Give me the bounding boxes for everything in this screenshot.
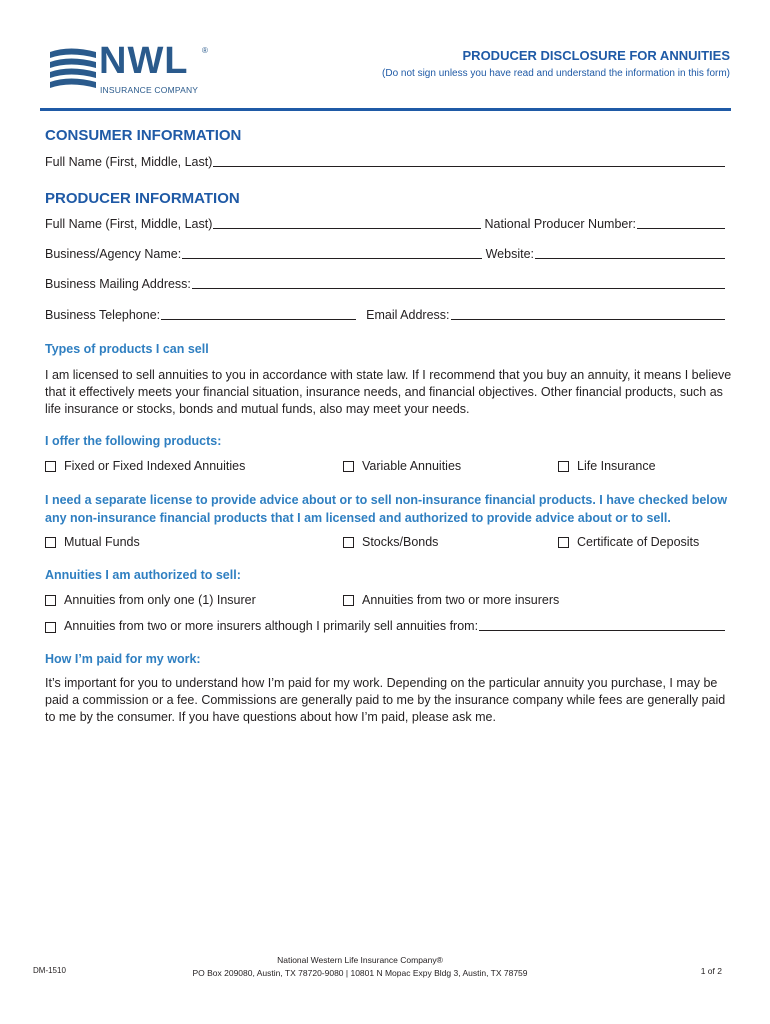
telephone-field[interactable]: [161, 307, 356, 320]
footer-company-name: National Western Life Insurance Company®: [277, 955, 443, 965]
checkbox-square[interactable]: [558, 537, 569, 548]
checkbox-certificate-deposits[interactable]: [558, 535, 699, 549]
checkbox-square[interactable]: [343, 595, 354, 606]
checkbox-life-insurance[interactable]: [558, 459, 656, 473]
document-title: PRODUCER DISCLOSURE FOR ANNUITIES: [462, 48, 730, 63]
logo-text: NWL: [99, 40, 189, 82]
consumer-info-heading: CONSUMER INFORMATION: [45, 127, 242, 144]
offer-heading: I offer the following products:: [45, 434, 222, 448]
checkbox-two-or-more-insurers[interactable]: [343, 593, 559, 607]
checkbox-square[interactable]: [558, 461, 569, 472]
agency-name-label: Business/Agency Name:: [45, 247, 182, 261]
license-paragraph: I need a separate license to provide advice about or to sell non-insurance financial products. I have checked below any non-insurance financial products that I am licensed and authorized to provide advice about or to sell.: [45, 493, 728, 525]
consumer-full-name-label: Full Name (First, Middle, Last): [45, 155, 213, 169]
checkbox-label: Certificate of Deposits: [577, 535, 700, 549]
phone-email-row: [45, 307, 729, 322]
paid-heading: How I’m paid for my work:: [45, 652, 201, 666]
paid-paragraph: It’s important for you to understand how I’m paid for my work. Depending on the particular annuity you purchase, I may be paid a commission or a fee. Commissions are generally paid to me by the insurance company while fees are generally paid to me by the consumer. If you have questions about how I’m paid, please ask me.: [45, 676, 726, 724]
checkbox-stocks-bonds[interactable]: [343, 535, 438, 549]
primary-insurer-row: [45, 618, 729, 633]
website-field[interactable]: [535, 246, 725, 259]
products-heading: Types of products I can sell: [45, 342, 209, 356]
producer-full-name-label: Full Name (First, Middle, Last): [45, 217, 213, 231]
agency-row: [45, 246, 729, 261]
checkbox-mutual-funds[interactable]: [45, 535, 140, 549]
website-label: Website:: [485, 247, 534, 261]
email-field[interactable]: [451, 307, 725, 320]
checkbox-square[interactable]: [45, 537, 56, 548]
checkbox-label: Variable Annuities: [362, 459, 462, 473]
mailing-row: [45, 276, 729, 291]
checkbox-square[interactable]: [45, 461, 56, 472]
email-label: Email Address:: [366, 308, 450, 322]
checkbox-label: Annuities from two or more insurers: [362, 593, 560, 607]
producer-full-name-field[interactable]: [213, 216, 480, 229]
header-divider: [40, 108, 731, 111]
logo-subtitle: INSURANCE COMPANY: [100, 85, 199, 95]
consumer-full-name-row: [45, 154, 729, 169]
producer-info-heading: PRODUCER INFORMATION: [45, 190, 240, 207]
checkbox-primary-insurer[interactable]: [45, 622, 56, 633]
logo-registered-mark: ®: [202, 46, 208, 55]
checkbox-variable-annuities[interactable]: [343, 459, 461, 473]
form-id: DM-1510: [33, 966, 66, 975]
primary-insurer-field[interactable]: [479, 618, 725, 631]
checkbox-square[interactable]: [343, 461, 354, 472]
page-number: 1 of 2: [700, 966, 722, 976]
checkbox-label: Annuities from two or more insurers although I primarily sell annuities from:: [64, 619, 479, 633]
checkbox-label: Fixed or Fixed Indexed Annuities: [64, 459, 246, 473]
checkbox-fixed-annuities[interactable]: [45, 459, 245, 473]
mailing-address-field[interactable]: [192, 276, 725, 289]
checkbox-label: Life Insurance: [577, 459, 656, 473]
checkbox-square[interactable]: [45, 595, 56, 606]
checkbox-square[interactable]: [343, 537, 354, 548]
document-subtitle: (Do not sign unless you have read and understand the information in this form): [382, 68, 730, 79]
authorized-heading: Annuities I am authorized to sell:: [45, 568, 241, 582]
telephone-label: Business Telephone:: [45, 308, 161, 322]
producer-name-row: [45, 216, 729, 231]
footer-address: PO Box 209080, Austin, TX 78720-9080 | 10801 N Mopac Expy Bldg 3, Austin, TX 78759: [192, 968, 528, 978]
checkbox-label: Mutual Funds: [64, 535, 140, 549]
agency-name-field[interactable]: [182, 246, 481, 259]
checkbox-label: Stocks/Bonds: [362, 535, 439, 549]
checkbox-one-insurer[interactable]: [45, 593, 256, 607]
npn-label: National Producer Number:: [484, 217, 636, 231]
checkbox-label: Annuities from only one (1) Insurer: [64, 593, 256, 607]
mailing-address-label: Business Mailing Address:: [45, 277, 191, 291]
products-paragraph: I am licensed to sell annuities to you in accordance with state law. If I recommend that you buy an annuity, it means I believe that it effectively meets your financial situation, insurance needs, and financial objectives. Other financial products, such as life insurance or stocks, bonds and mutual funds, also may meet your needs.: [45, 368, 732, 416]
npn-field[interactable]: [637, 216, 725, 229]
footer-company-info: [150, 954, 570, 980]
consumer-full-name-field[interactable]: [213, 154, 725, 167]
